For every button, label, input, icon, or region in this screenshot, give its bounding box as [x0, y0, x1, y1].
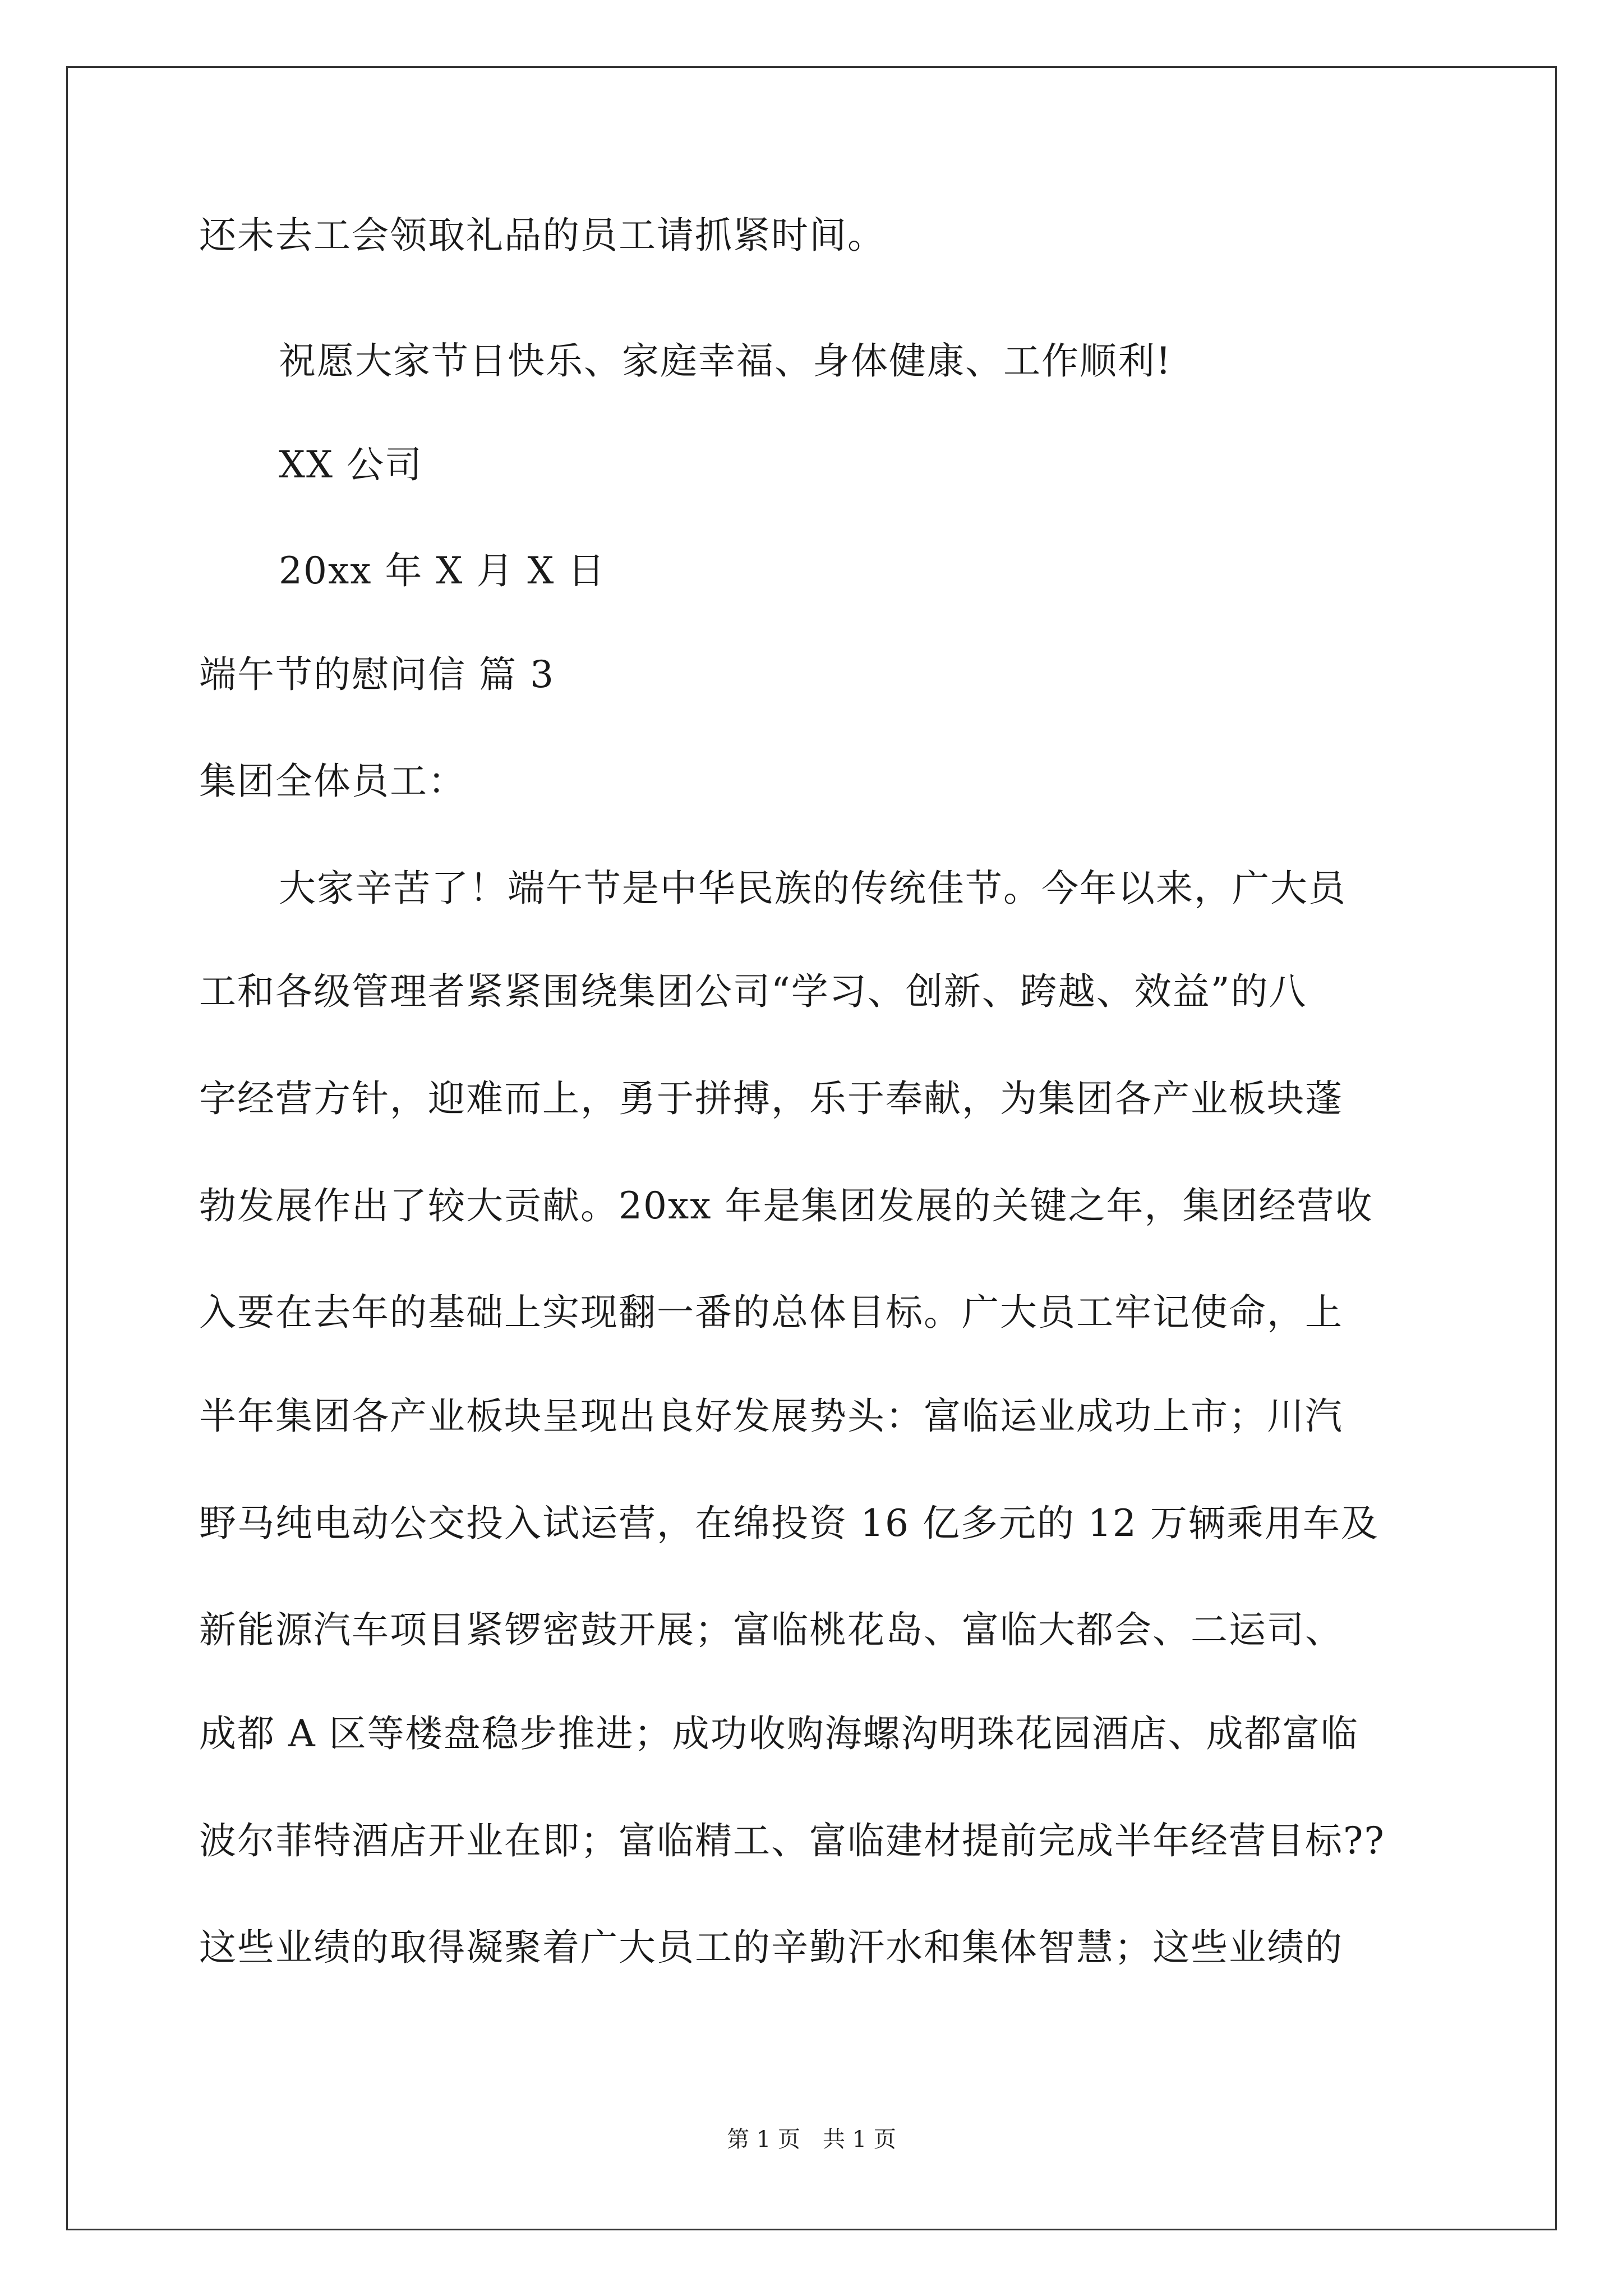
text-line-1: 还未去工会领取礼品的员工请抓紧时间。	[199, 214, 886, 257]
paragraph-line-6: 半年集团各产业板块呈现出良好发展势头：富临运业成功上市；川汽	[199, 1395, 1343, 1438]
text-line-2: 祝愿大家节日快乐、家庭幸福、身体健康、工作顺利!	[279, 339, 1172, 383]
page-number-footer: 第 1 页 共 1 页	[727, 2127, 896, 2152]
paragraph-line-11: 这些业绩的取得凝聚着广大员工的辛勤汗水和集体智慧；这些业绩的	[199, 1926, 1343, 1969]
signature-date: 20xx 年 X 月 X 日	[279, 549, 606, 592]
page-border	[66, 66, 1557, 2230]
signature-company: XX 公司	[279, 443, 423, 486]
paragraph-line-9: 成都 A 区等楼盘稳步推进；成功收购海螺沟明珠花园酒店、成都富临	[199, 1712, 1359, 1755]
paragraph-line-8: 新能源汽车项目紧锣密鼓开展；富临桃花岛、富临大都会、二运司、	[199, 1608, 1343, 1651]
paragraph-line-5: 入要在去年的基础上实现翻一番的总体目标。广大员工牢记使命，上	[199, 1291, 1343, 1334]
paragraph-line-3: 字经营方针，迎难而上，勇于拼搏，乐于奉献，为集团各产业板块蓬	[199, 1077, 1343, 1120]
paragraph-line-7: 野马纯电动公交投入试运营，在绵投资 16 亿多元的 12 万辆乘用车及	[199, 1502, 1379, 1545]
paragraph-line-4: 勃发展作出了较大贡献。20xx 年是集团发展的关键之年，集团经营收	[199, 1184, 1373, 1227]
section-heading: 端午节的慰问信 篇 3	[199, 653, 555, 696]
paragraph-line-1: 大家辛苦了！端午节是中华民族的传统佳节。今年以来，广大员	[279, 867, 1347, 910]
salutation: 集团全体员工：	[199, 760, 466, 803]
paragraph-line-2: 工和各级管理者紧紧围绕集团公司“学习、创新、跨越、效益”的八	[199, 970, 1307, 1013]
paragraph-line-10: 波尔菲特酒店开业在即；富临精工、富临建材提前完成半年经营目标??	[199, 1819, 1385, 1862]
